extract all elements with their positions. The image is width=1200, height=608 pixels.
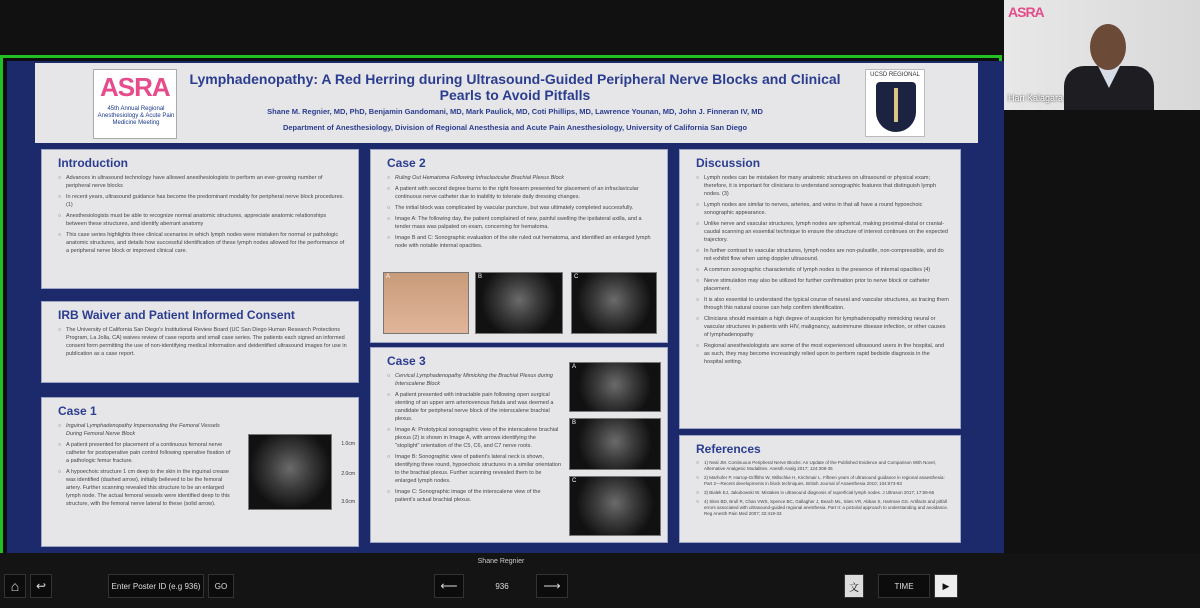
case1-section (41, 397, 359, 547)
list-item: ○ A patient presented with intractable pain following open surgical stenting of an upper arm arteriovenous fistula and was deemed a candidate for peripheral nerve block of the interscalene brachial plexus. (387, 391, 561, 423)
asra-logo-text: ASRA (100, 72, 170, 102)
list-item: ○ 4) Sites BD, Brull R, Chan VWS, Spence BC, Gallagher J, Beach ML, Sites VR, Abbas S, Hartman GS. Artifacts and pitfall errors associated with ultrasound-guided regional anesthesia. Part II: a pictorial approach to understanding and avoidance. Reg Anesth Pain Med 2007; 32:419-33 (696, 499, 950, 517)
list-item: ○ A common sonographic characteristic of lymph nodes is the presence of internal opacities (4) (696, 266, 950, 274)
image-label: C (572, 478, 577, 484)
poster-title: Lymphadenopathy: A Red Herring during Ultrasound-Guided Peripheral Nerve Blocks and Clinical Pearls to Avoid Pitfalls (189, 71, 841, 103)
list-item: ○ This case series highlights three clinical scenarios in which lymph nodes were mistaken for normal or pathologic anatomic structures, and details how successful identification of these lymph nodes allowed for the performance of a peripheral nerve block or improved clinical care. (58, 231, 348, 255)
image-label: B (478, 274, 483, 280)
case3-heading: Case 3 (387, 354, 426, 368)
go-button[interactable]: GO (208, 574, 234, 598)
discussion-section (679, 149, 961, 429)
poster-department: Department of Anesthesiology, Division of Regional Anesthesia and Acute Pain Anesthesiology, University of California San Diego (282, 123, 748, 132)
irb-heading: IRB Waiver and Patient Informed Consent (58, 308, 295, 322)
list-item: ○ Image C: Sonographic image of the interscalene view of the patient's actual brachial plexus. (387, 488, 561, 504)
list-item: ○ Unlike nerve and vascular structures, lymph nodes are spherical, making proximal-distal or cranial-caudal scanning an essential technique to ensure the structure of interest continues on the expected trajectory. (696, 220, 950, 244)
list-item: ○ Ruling Out Hematoma Following Infraclavicular Brachial Plexus Block (387, 174, 657, 182)
image-label: A (386, 274, 391, 280)
list-item: ○ Anesthesiologists must be able to recognize normal anatomic structures, appreciate anatomic relationships between these structures, and identify aberrant anatomy (58, 212, 348, 228)
ucsd-logo-text: UCSD REGIONAL (870, 72, 920, 78)
list-item: ○ Image A: Prototypical sonographic view of the interscalene brachial plexus (2) is shown in Image A, with arrows identifying the "stoplight" orientation of the C5, C6, and C7 nerve roots. (387, 426, 561, 450)
trident-emblem-icon (876, 82, 916, 132)
asra-logo-caption: 45th Annual Regional Anesthesiology & Acute Pain Medicine Meeting (97, 106, 175, 126)
list-item: ○ A patient presented for placement of a continuous femoral nerve catheter for postoperative pain control following operative fixation of a pathologic femur fracture. (58, 441, 232, 465)
image-label: A (572, 364, 577, 370)
case2-image-b (475, 272, 563, 334)
webcam-participant-name: Hari Kalagara (1008, 93, 1064, 103)
time-button[interactable]: TIME (878, 574, 930, 598)
list-item: ○ 2) Marhofer P, Harrop-Griffiths W, Willschke H, Kirchmair L. Fifteen years of ultrasound guidance in regional anaesthesia: Part 2—Recent developments in block techniques. British Journal of Anaesthesia 2010; 104:673-83 (696, 475, 950, 487)
webcam-video (1004, 0, 1200, 110)
case3-section (370, 347, 668, 543)
references-section (679, 435, 961, 543)
ucsd-regional-logo (865, 69, 925, 137)
webcam-asra-logo: ASRA (1008, 4, 1044, 20)
home-icon[interactable]: ⌂ (4, 574, 26, 598)
case2-heading: Case 2 (387, 156, 426, 170)
case1-heading: Case 1 (58, 404, 97, 418)
list-item: ○ The University of California San Diego's Institutional Review Board (UC San Diego Human Research Protections Program, La Jolla, CA) waives review of case reports and small case series. The patients each signed an informed consent form permitting the use of non-identifying medical information and deidentified ultrasound images for use in publication as a case report. (58, 326, 348, 358)
discussion-heading: Discussion (696, 156, 761, 170)
introduction-section (41, 149, 359, 289)
list-item: ○ 3) Bialek EJ, Jakubowski W. Mistakes in ultrasound diagnosis of superficial lymph nodes. J Ultrason 2017; 17:59-65 (696, 490, 950, 496)
list-item: ○ Image B: Sonographic view of patient's lateral neck is shown, identifying three round, hypoechoic structures in a similar orientation to the brachial plexus. Further scanning revealed them to be enlarged lymph nodes. (387, 453, 561, 485)
list-item: ○ Nerve stimulation may also be utilized for further confirmation prior to nerve block or catheter placement. (696, 277, 950, 293)
case2-section (370, 149, 668, 343)
list-item: ○ Inguinal Lymphadenopathy Impersonating the Femoral Vessels During Femoral Nerve Block (58, 422, 232, 438)
case3-image-c (569, 476, 661, 536)
list-item: ○ Cervical Lymphadenopathy Mimicking the Brachial Plexus during Interscalene Block (387, 372, 561, 388)
references-heading: References (696, 442, 761, 456)
poster-authors: Shane M. Regnier, MD, PhD, Benjamin Gandomani, MD, Mark Paulick, MD, Coti Phillips, MD, Lawrence Younan, MD, John J. Finneran IV, MD (267, 107, 763, 116)
previous-poster-button[interactable]: ⟵ (434, 574, 464, 598)
list-item: ○ Regional anesthesiologists are some of the most experienced ultrasound users in the hospital, and as such, they may become increasingly relied upon to perform rapid bedside diagnosis in the hospital setting. (696, 342, 950, 366)
translate-icon[interactable]: 文 (844, 574, 864, 598)
introduction-heading: Introduction (58, 156, 128, 170)
case1-ultrasound-image (248, 434, 355, 510)
list-item: ○ Advances in ultrasound technology have allowed anesthesiologists to perform an ever-growing number of peripheral nerve blocks (58, 174, 348, 190)
scale-label: 1.0cm (341, 441, 355, 447)
list-item: ○ It is also essential to understand the typical course of neural and vascular structures, as tracing them through this natural course can help confirm identification. (696, 296, 950, 312)
presenter-head (1090, 24, 1126, 70)
list-item: ○ The initial block was complicated by vascular puncture, but was ultimately completed successfully. (387, 204, 657, 212)
next-poster-button[interactable]: ⟶ (536, 574, 568, 598)
irb-section (41, 301, 359, 383)
list-item: ○ In further contrast to vascular structures, lymph nodes are non-pulsatile, non-compressible, and do not exhibit flow when using doppler ultrasound. (696, 247, 950, 263)
poster-id-input[interactable]: Enter Poster ID (e.g 936) (108, 574, 204, 598)
list-item: ○ In recent years, ultrasound guidance has become the predominant modality for peripheral nerve block procedures. (1) (58, 193, 348, 209)
image-label: C (574, 274, 579, 280)
poster-header (35, 63, 978, 143)
list-item: ○ Clinicians should maintain a high degree of suspicion for lymphadenopathy mimicking neural or vascular structures in patients with HIV, malignancy, autoimmune disease infection, or other causes of lymphadenopathy (696, 315, 950, 339)
poster (7, 61, 1004, 604)
case2-image-a (383, 272, 469, 334)
list-item: ○ A patient with second degree burns to the right forearm presented for placement of an infraclavicular continuous nerve catheter due to inability to tolerate daily dressing changes. (387, 185, 657, 201)
case3-image-b (569, 418, 661, 470)
image-label: B (572, 420, 577, 426)
list-item: ○ A hypoechoic structure 1 cm deep to the skin in the inguinal crease was identified (dashed arrow), initially believed to be the femoral artery. Further scanning revealed this structure to be an enlarged lymph node. The actual femoral vessels were identified deep to this structure, with the femoral nerve lateral to these (solid arrow). (58, 468, 232, 508)
case2-image-c (571, 272, 657, 334)
poster-viewer-frame (0, 55, 1002, 597)
play-icon[interactable]: ▶ (934, 574, 958, 598)
list-item: ○ Image B and C: Sonographic evaluation of the site ruled out hematoma, and identified an enlarged lymph node with notable internal opacities. (387, 234, 657, 250)
case3-image-a (569, 362, 661, 412)
scale-label: 3.0cm (341, 499, 355, 505)
list-item: ○ 1) Neal JM. Continuous Peripheral Nerve Blocks: An Update of the Published Evidence and Comparison With Novel, Alternative Analgesic Modalities. Anesth Analg 2017; 124:308-35 (696, 460, 950, 472)
current-poster-id: 936 (495, 581, 509, 591)
scale-label: 2.0cm (341, 471, 355, 477)
list-item: ○ Lymph nodes are similar to nerves, arteries, and veins in that all have a round hypoechoic sonographic appearance. (696, 201, 950, 217)
list-item: ○ Lymph nodes can be mistaken for many anatomic structures on ultrasound or physical exam; therefore, it is important for clinicians to understand sonographic features that distinguish lymph nodes. (3) (696, 174, 950, 198)
asra-logo (93, 69, 177, 139)
presenter-name: Shane Regnier (477, 558, 525, 565)
back-icon[interactable]: ↩ (30, 574, 52, 598)
list-item: ○ Image A: The following day, the patient complained of new, painful swelling the ipsilateral axilla, and a tender mass was palpated on exam, concerning for hematoma. (387, 215, 657, 231)
